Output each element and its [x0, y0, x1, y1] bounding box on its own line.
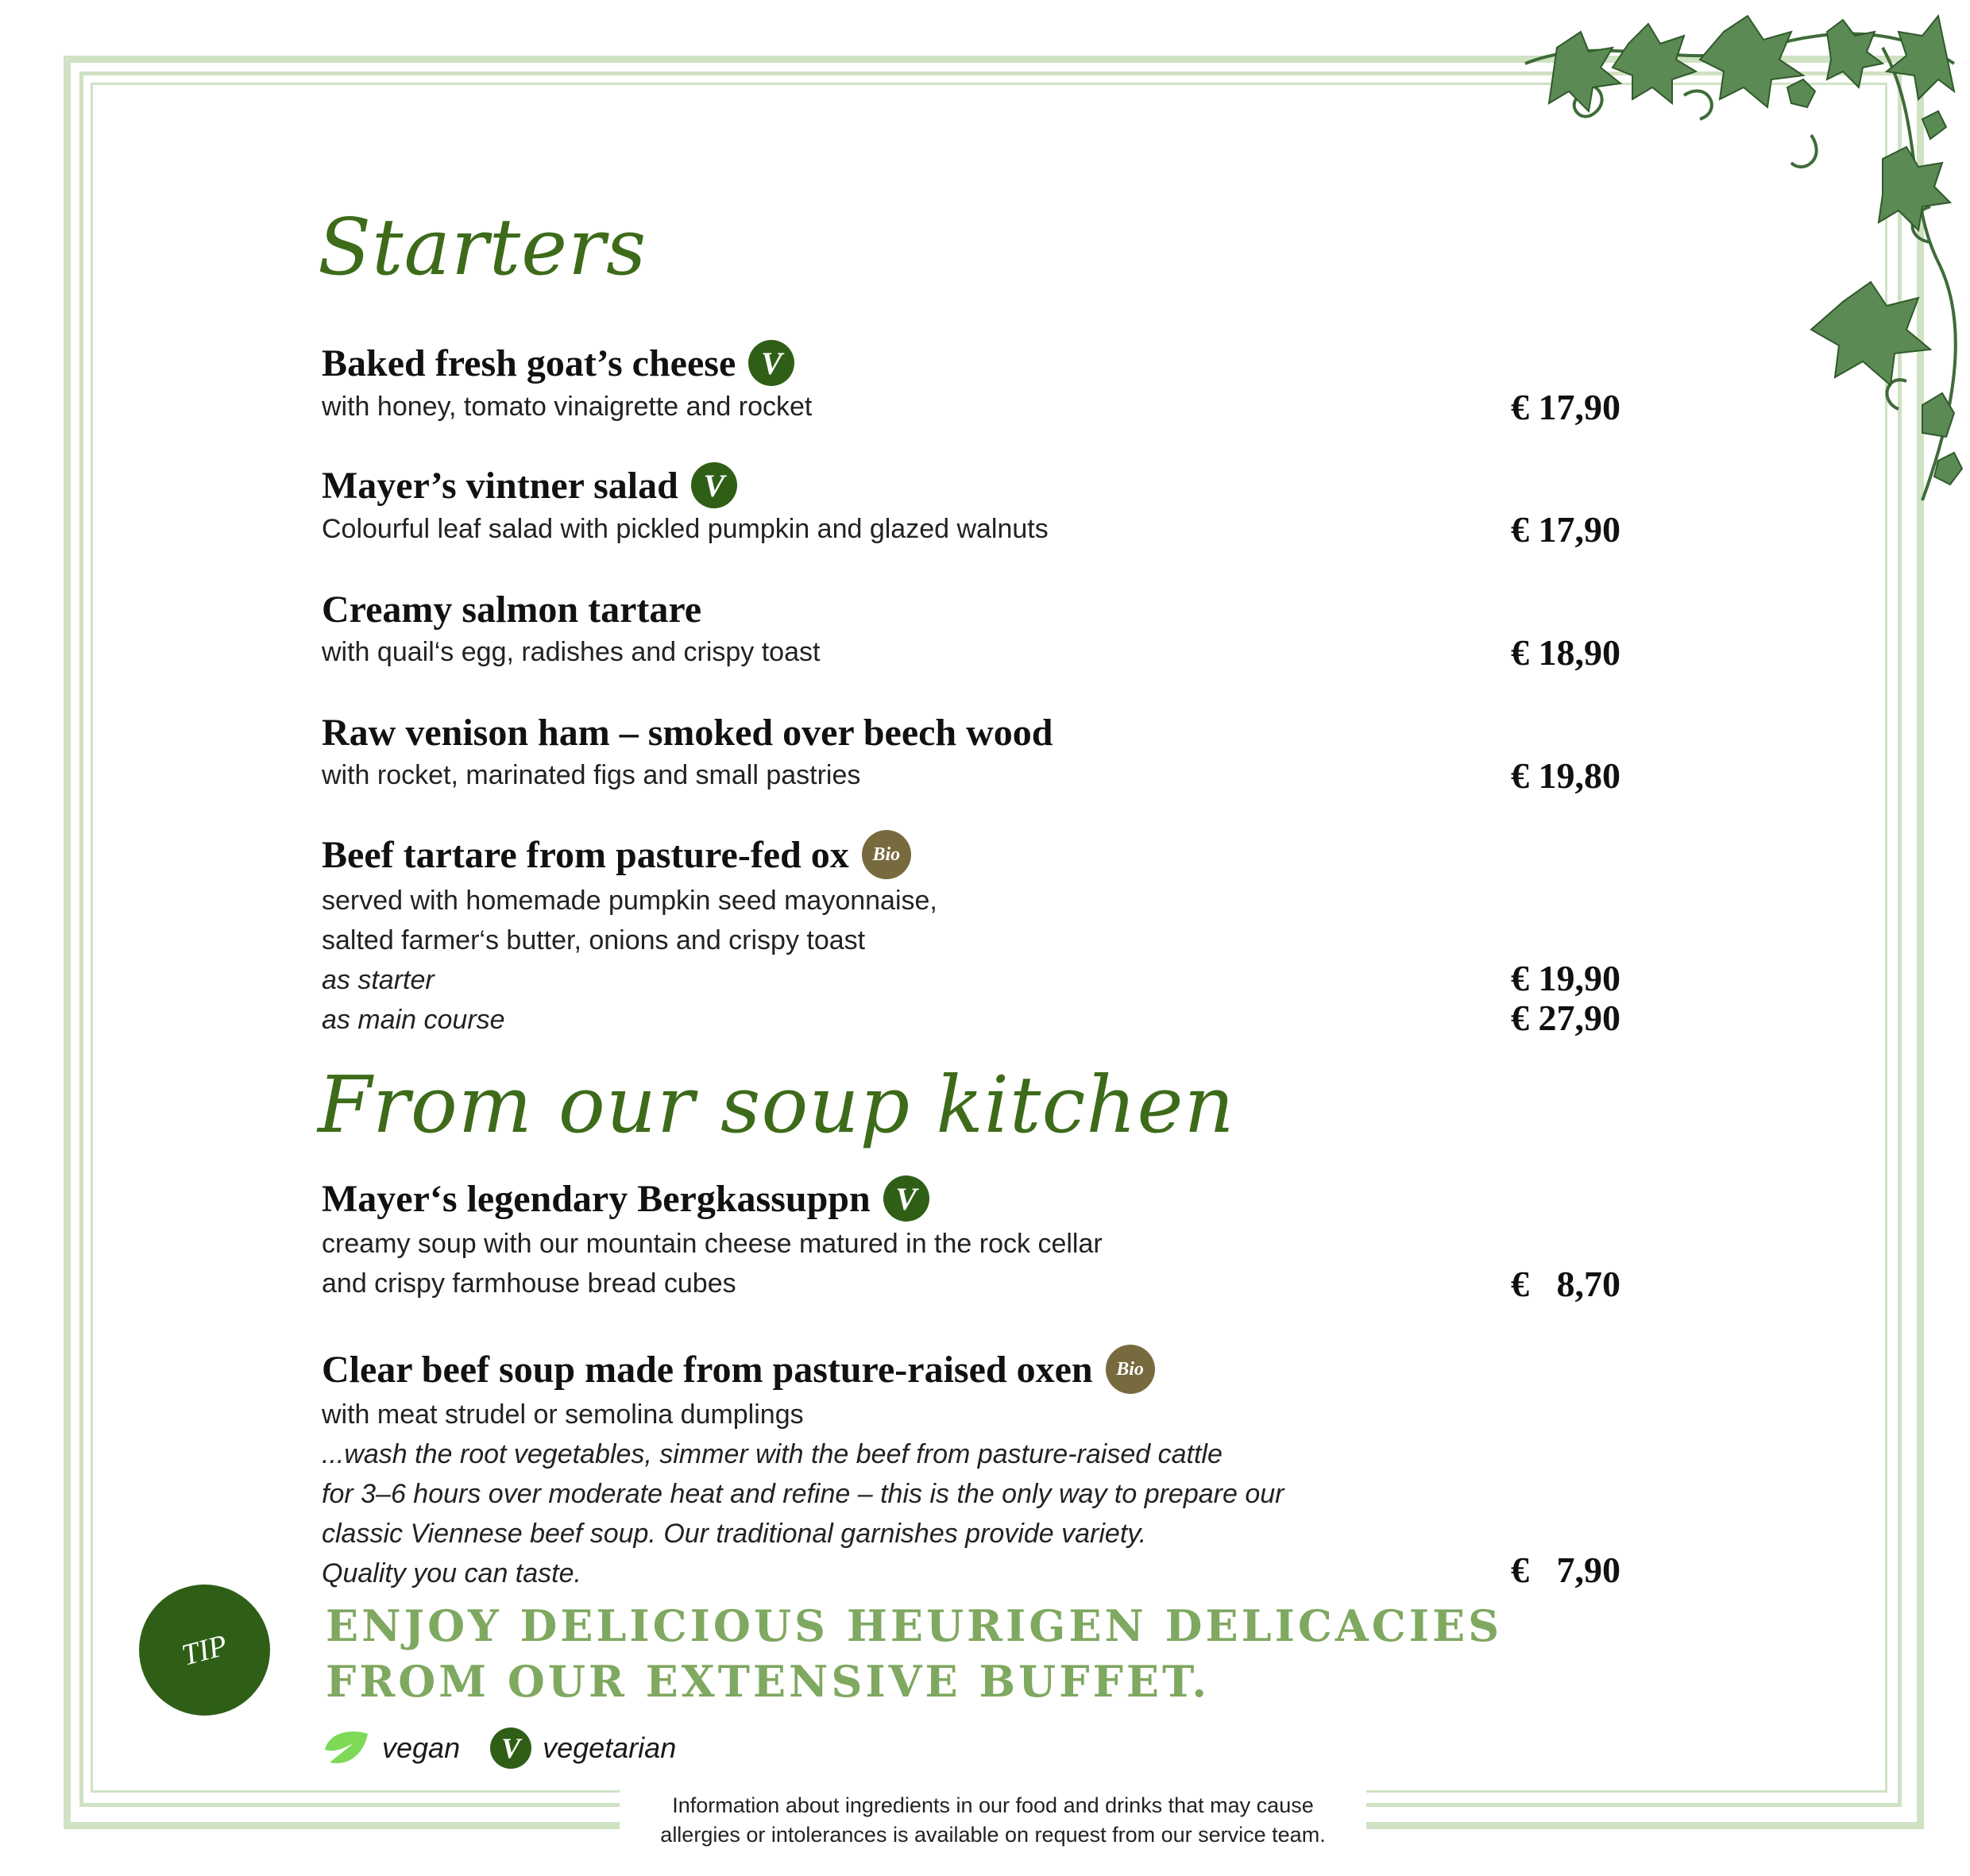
- tip-badge: TIP: [143, 1588, 266, 1712]
- bio-badge: Bio: [862, 830, 911, 879]
- menu-item-title: Raw venison ham – smoked over beech wood: [322, 712, 1053, 754]
- menu-item-story: Quality you can taste.: [322, 1558, 581, 1588]
- menu-item-description: and crispy farmhouse bread cubes: [322, 1268, 736, 1299]
- vegetarian-badge: V: [490, 1727, 531, 1769]
- dietary-legend: [322, 1727, 676, 1769]
- menu-item-title: Beef tartare from pasture-fed ox Bio: [322, 830, 911, 879]
- menu-item-description: Colourful leaf salad with pickled pumpkin and glazed walnuts: [322, 514, 1049, 544]
- menu-item-price: € 18,90: [1511, 632, 1620, 673]
- menu-item-price: € 8,70: [1511, 1264, 1620, 1304]
- buffet-promo-line: FROM OUR EXTENSIVE BUFFET.: [326, 1656, 1211, 1707]
- soup-heading: From our soup kitchen: [318, 1060, 1235, 1151]
- menu-item-story: classic Viennese beef soup. Our traditional garnishes provide variety.: [322, 1519, 1147, 1549]
- leaf-icon: [322, 1727, 371, 1769]
- menu-item-story: ...wash the root vegetables, simmer with the beef from pasture-raised cattle: [322, 1439, 1223, 1469]
- menu-item-title: Creamy salmon tartare: [322, 589, 702, 631]
- menu-item-title: Mayer‘s legendary Bergkassuppn V: [322, 1175, 929, 1222]
- menu-item-description: salted farmer‘s butter, onions and crispy toast: [322, 925, 866, 955]
- option-label: as starter: [322, 965, 435, 995]
- menu-item-description: with meat strudel or semolina dumplings: [322, 1399, 804, 1430]
- vegetarian-label: vegetarian: [543, 1731, 677, 1764]
- menu-item-description: creamy soup with our mountain cheese matured in the rock cellar: [322, 1229, 1103, 1259]
- vegetarian-badge: V: [748, 340, 794, 386]
- menu-item-description: with quail‘s egg, radishes and crispy toast: [322, 637, 821, 667]
- menu-item-price: € 17,90: [1511, 387, 1620, 427]
- menu-item-price: € 7,90: [1511, 1550, 1620, 1590]
- vegetarian-badge: V: [691, 462, 737, 508]
- bio-badge: Bio: [1106, 1345, 1155, 1394]
- option-price: € 27,90: [1511, 998, 1620, 1038]
- menu-item-description: with rocket, marinated figs and small pastries: [322, 760, 861, 790]
- option-price: € 19,90: [1511, 958, 1620, 998]
- starters-heading: Starters: [318, 203, 647, 293]
- menu-item-title: Baked fresh goat’s cheese V: [322, 340, 794, 386]
- menu-item-title: Mayer’s vintner salad V: [322, 462, 737, 508]
- allergen-notice: Information about ingredients in our food and drinks that may cause allergies or intolerances is available on request from our service team.: [660, 1793, 1326, 1847]
- menu-item-title: Clear beef soup made from pasture-raised oxen Bio: [322, 1345, 1155, 1394]
- grapevine-corner-icon: [1509, 0, 1970, 524]
- vegan-label: vegan: [382, 1731, 461, 1764]
- option-label: as main course: [322, 1005, 505, 1035]
- menu-item-description: served with homemade pumpkin seed mayonnaise,: [322, 886, 937, 916]
- vegetarian-badge: V: [883, 1175, 929, 1222]
- menu-item-description: with honey, tomato vinaigrette and rocket: [322, 392, 813, 422]
- menu-item-story: for 3–6 hours over moderate heat and refine – this is the only way to prepare our: [322, 1479, 1284, 1509]
- buffet-promo-line: ENJOY DELICIOUS HEURIGEN DELICACIES: [326, 1600, 1503, 1651]
- menu-item-price: € 17,90: [1511, 509, 1620, 550]
- menu-item-price: € 19,80: [1511, 755, 1620, 796]
